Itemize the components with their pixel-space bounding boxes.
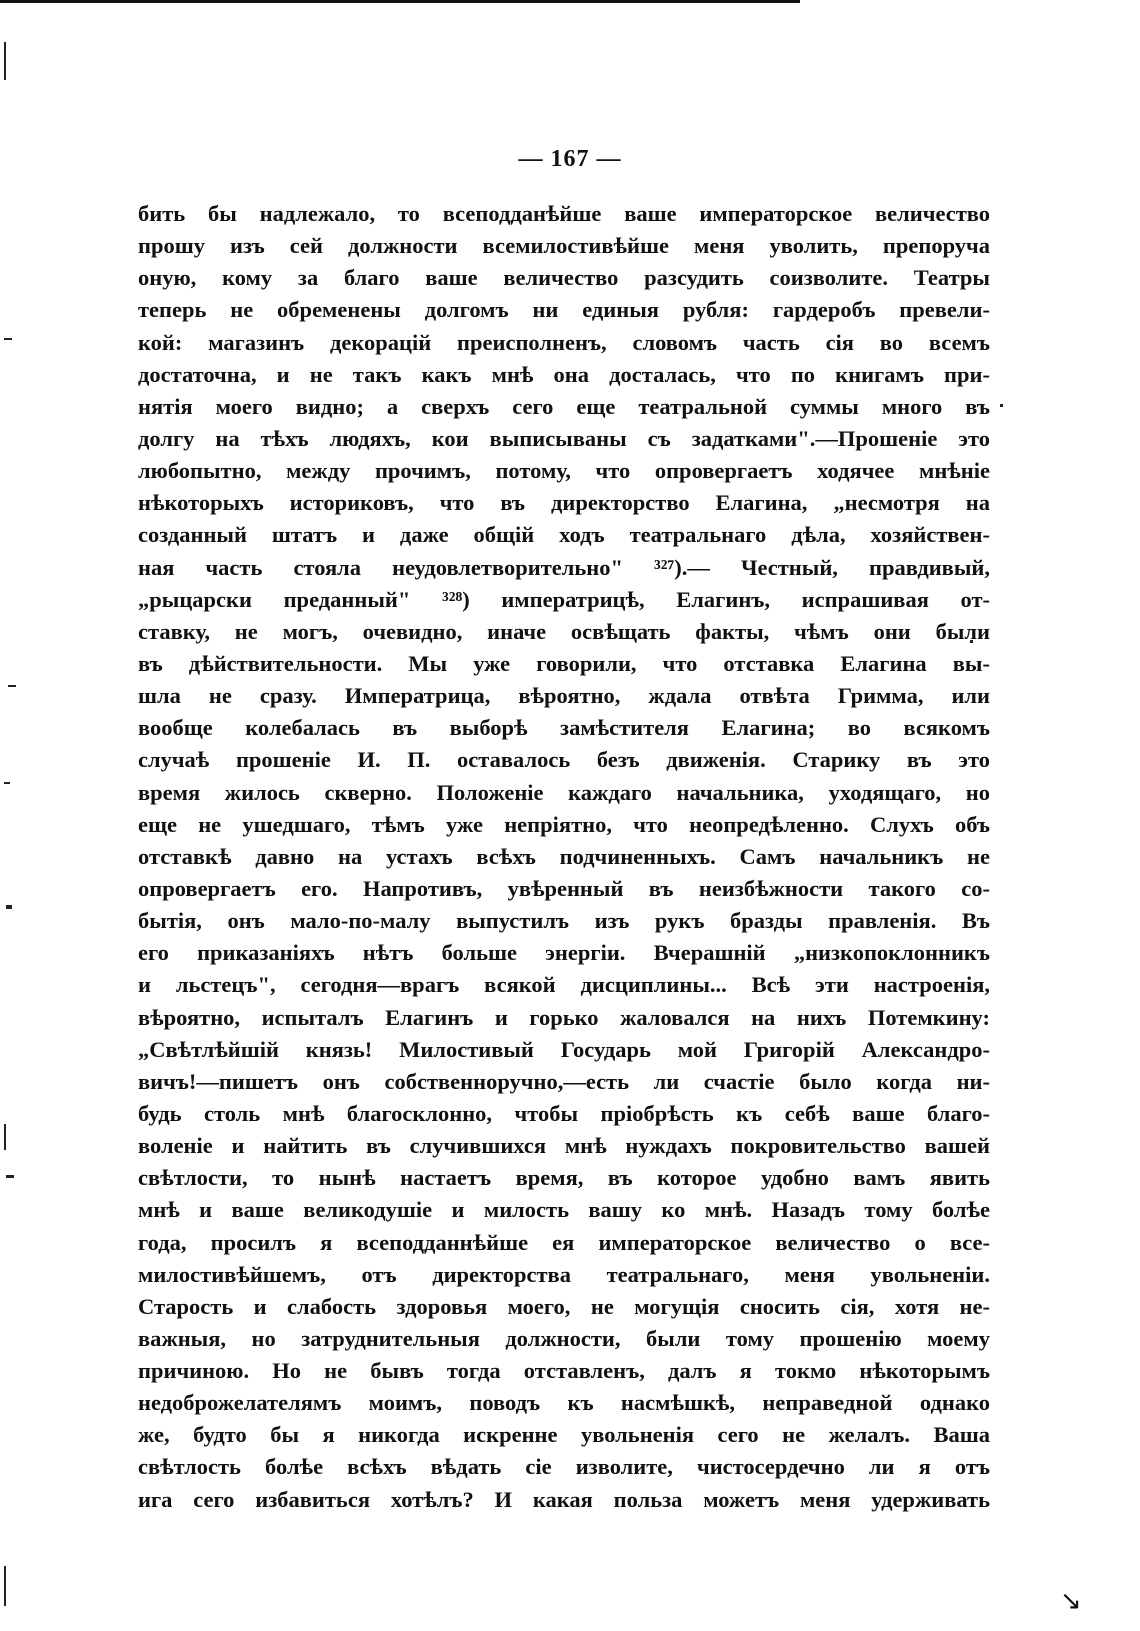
text-line: еще не ушедшаго, тѣмъ уже непріятно, что неопредѣленно. Слухъ объ xyxy=(138,811,990,837)
body-text xyxy=(138,198,990,1516)
scan-mark xyxy=(4,782,10,784)
text-line: вѣроятно, испыталъ Елагинъ и горько жаловался на нихъ Потемкину: xyxy=(138,1004,990,1030)
text-line: шла не сразу. Императрица, вѣроятно, ждала отвѣта Гримма, или xyxy=(138,683,990,709)
text-line: нѣкоторыхъ историковъ, что въ директорство Елагина, „несмотря на xyxy=(138,490,990,516)
text-line: причиною. Но не бывъ тогда отставленъ, далъ я токмо нѣкоторымъ xyxy=(138,1358,990,1384)
text-line: свѣтлости, то нынѣ настаетъ время, въ которое удобно вамъ явить xyxy=(138,1165,990,1191)
page-number: — 167 — xyxy=(518,146,622,172)
text-line: воленіе и найтить въ случившихся мнѣ нуждахъ покровительство вашей xyxy=(138,1133,990,1159)
top-rule xyxy=(0,0,800,3)
text-line: прошу изъ сей должности всемилостивѣйше меня уволить, препоруча xyxy=(138,233,990,259)
text-line: кой: магазинъ декорацій преисполненъ, словомъ часть сія во всемъ xyxy=(138,329,990,355)
scan-mark xyxy=(4,338,12,340)
text-line: отставкѣ давно на устахъ всѣхъ подчиненныхъ. Самъ начальникъ не xyxy=(138,843,990,869)
text-line: же, будто бы я никогда искренне увольненія сего не желалъ. Ваша xyxy=(138,1422,990,1448)
text-line: случаѣ прошеніе И. П. оставалось безъ движенія. Старику въ это xyxy=(138,747,990,773)
scan-speck xyxy=(1000,404,1003,407)
text-line: долгу на тѣхъ людяхъ, кои выписываны съ задатками".—Прошеніе это xyxy=(138,425,990,451)
text-line: нятія моего видно; а сверхъ сего еще театральной суммы много въ xyxy=(138,393,990,419)
text-line: будь столь мнѣ благосклонно, чтобы пріобрѣсть къ себѣ ваше благо- xyxy=(138,1100,990,1126)
text-line: „рыцарски преданный" ³²⁸) императрицѣ, Елагинъ, испрашивая от- xyxy=(138,586,990,612)
text-line: вообще колебалась въ выборѣ замѣстителя Елагина; во всякомъ xyxy=(138,715,990,741)
text-line: недоброжелателямъ моимъ, поводъ къ насмѣшкѣ, неправедной однако xyxy=(138,1390,990,1416)
text-line: года, просилъ я всеподданнѣйше ея императорское величество о все- xyxy=(138,1229,990,1255)
text-line: мнѣ и ваше великодушіе и милость вашу ко мнѣ. Назадъ тому болѣе xyxy=(138,1197,990,1223)
text-line: милостивѣйшемъ, отъ директорства театральнаго, меня увольненіи. xyxy=(138,1261,990,1287)
text-line: вичъ!—пишетъ онъ собственноручно,—есть ли счастіе было когда ни- xyxy=(138,1068,990,1094)
text-line: созданный штатъ и даже общій ходъ театральнаго дѣла, хозяйствен- xyxy=(138,522,990,548)
text-line: свѣтлость болѣе всѣхъ вѣдать сіе изволите, чистосердечно ли я отъ xyxy=(138,1454,990,1480)
text-line: и льстецъ", сегодня—врагъ всякой дисциплины... Всѣ эти настроенія, xyxy=(138,972,990,998)
text-line: оную, кому за благо ваше величество разсудить соизволите. Театры xyxy=(138,265,990,291)
text-line: достаточна, и не такъ какъ мнѣ она досталась, что по книгамъ при- xyxy=(138,361,990,387)
text-line: бытія, онъ мало-по-малу выпустилъ изъ рукъ бразды правленія. Въ xyxy=(138,908,990,934)
scan-mark xyxy=(4,42,6,80)
text-line: бить бы надлежало, то всеподданѣйше ваше императорское величество xyxy=(138,201,990,226)
text-line: его приказаніяхъ нѣтъ больше энергіи. Вчерашній „низкопоклонникъ xyxy=(138,940,990,966)
scan-mark xyxy=(4,1566,6,1606)
scan-mark xyxy=(4,1124,6,1150)
text-line: опровергаетъ его. Напротивъ, увѣренный въ неизбѣжности такого со- xyxy=(138,875,990,901)
scan-mark xyxy=(8,685,16,687)
text-line: теперь не обременены долгомъ ни единыя рубля: гардеробъ превели- xyxy=(138,297,990,323)
text-line: въ дѣйствительности. Мы уже говорили, что отставка Елагина вы- xyxy=(138,650,990,676)
scan-mark xyxy=(6,1175,14,1178)
text-line: любопытно, между прочимъ, потому, что опровергаетъ ходячее мнѣніе xyxy=(138,458,990,484)
text-line: „Свѣтлѣйшій князь! Милостивый Государь мой Григорій Александро- xyxy=(138,1036,990,1062)
scan-mark xyxy=(6,905,12,909)
text-line: ная часть стояла неудовлетворительно" ³²⁷).— Честный, правдивый, xyxy=(138,554,990,580)
text-line: ига сего избавиться хотѣлъ? И какая польза можетъ меня удерживать xyxy=(138,1486,990,1512)
text-line: Старость и слабость здоровья моего, не могущія сносить сія, хотя не- xyxy=(138,1293,990,1319)
text-line: время жилось скверно. Положеніе каждаго начальника, уходящаго, но xyxy=(138,779,990,805)
page-turn-arrow-icon: ↘ xyxy=(1060,1586,1082,1616)
text-line: ставку, не могъ, очевидно, иначе освѣщать факты, чѣмъ они были xyxy=(138,618,990,644)
text-line: важныя, но затруднительныя должности, были тому прошенію моему xyxy=(138,1325,990,1351)
